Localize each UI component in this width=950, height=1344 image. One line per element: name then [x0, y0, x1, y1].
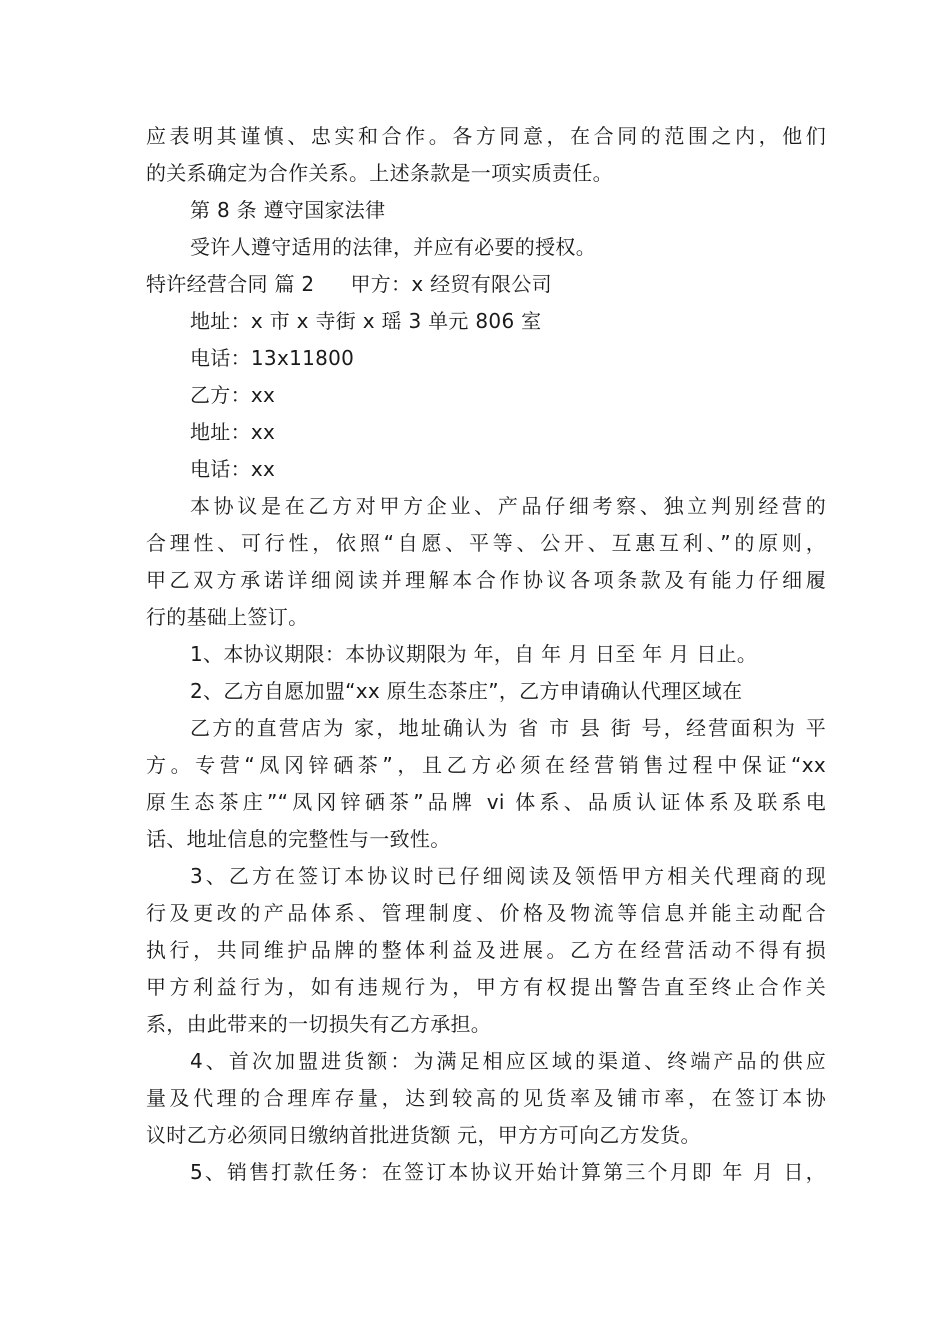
- paragraph-line: 乙方的直营店为 家，地址确认为 省 市 县 街 号，经营面积为 平: [190, 716, 826, 740]
- phone-b: 电话：xx: [190, 457, 276, 481]
- party-a: 甲方：x 经贸有限公司: [350, 272, 552, 296]
- paragraph-line: 应表明其谨慎、忠实和合作。各方同意，在合同的范围之内，他们: [146, 124, 826, 148]
- paragraph-line: 执行，共同维护品牌的整体利益及进展。乙方在经营活动不得有损: [146, 938, 826, 962]
- contract-title-row: [146, 266, 826, 303]
- paragraph-line: 甲乙双方承诺详细阅读并理解本合作协议各项条款及有能力仔细履: [146, 568, 826, 592]
- phone-a: 电话：13x11800: [190, 346, 355, 370]
- clause-3: 3、乙方在签订本协议时已仔细阅读及领悟甲方相关代理商的现: [190, 864, 826, 888]
- paragraph-line: 议时乙方必须同日缴纳首批进货额 元，甲方方可向乙方发货。: [146, 1123, 701, 1147]
- paragraph-line: 甲方利益行为，如有违规行为，甲方有权提出警告直至终止合作关: [146, 975, 826, 999]
- paragraph-line: 原生态茶庄”“凤冈锌硒茶”品牌 vi 体系、品质认证体系及联系电: [146, 790, 826, 814]
- address-b: 地址：xx: [190, 420, 276, 444]
- document-page: [146, 118, 826, 1191]
- address-a: 地址：x 市 x 寺街 x 瑶 3 单元 806 室: [190, 309, 542, 333]
- paragraph-line: 的关系确定为合作关系。上述条款是一项实质责任。: [146, 161, 613, 185]
- paragraph-line: 受许人遵守适用的法律，并应有必要的授权。: [190, 235, 596, 259]
- paragraph-line: 行的基础上签订。: [146, 605, 309, 629]
- clause-2: 2、乙方自愿加盟“xx 原生态茶庄”，乙方申请确认代理区域在: [190, 679, 743, 703]
- paragraph-line: 量及代理的合理库存量，达到较高的见货率及铺市率，在签订本协: [146, 1086, 826, 1110]
- paragraph-line: 系，由此带来的一切损失有乙方承担。: [146, 1012, 492, 1036]
- paragraph-line: 行及更改的产品体系、管理制度、价格及物流等信息并能主动配合: [146, 901, 826, 925]
- contract-title: 特许经营合同 篇 2: [146, 272, 315, 296]
- paragraph-line: 本协议是在乙方对甲方企业、产品仔细考察、独立判别经营的: [190, 494, 826, 518]
- article-heading: 第 8 条 遵守国家法律: [190, 198, 386, 222]
- clause-1: 1、本协议期限：本协议期限为 年，自 年 月 日至 年 月 日止。: [190, 642, 758, 666]
- paragraph-line: 方。专营“凤冈锌硒茶”，且乙方必须在经营销售过程中保证“xx: [146, 753, 826, 777]
- paragraph-line: 合理性、可行性，依照“自愿、平等、公开、互惠互利、”的原则，: [146, 531, 826, 555]
- party-b: 乙方：xx: [190, 383, 276, 407]
- clause-5: 5、销售打款任务：在签订本协议开始计算第三个月即 年 月 日，: [190, 1160, 826, 1184]
- clause-4: 4、首次加盟进货额：为满足相应区域的渠道、终端产品的供应: [190, 1049, 826, 1073]
- paragraph-line: 话、地址信息的完整性与一致性。: [146, 827, 451, 851]
